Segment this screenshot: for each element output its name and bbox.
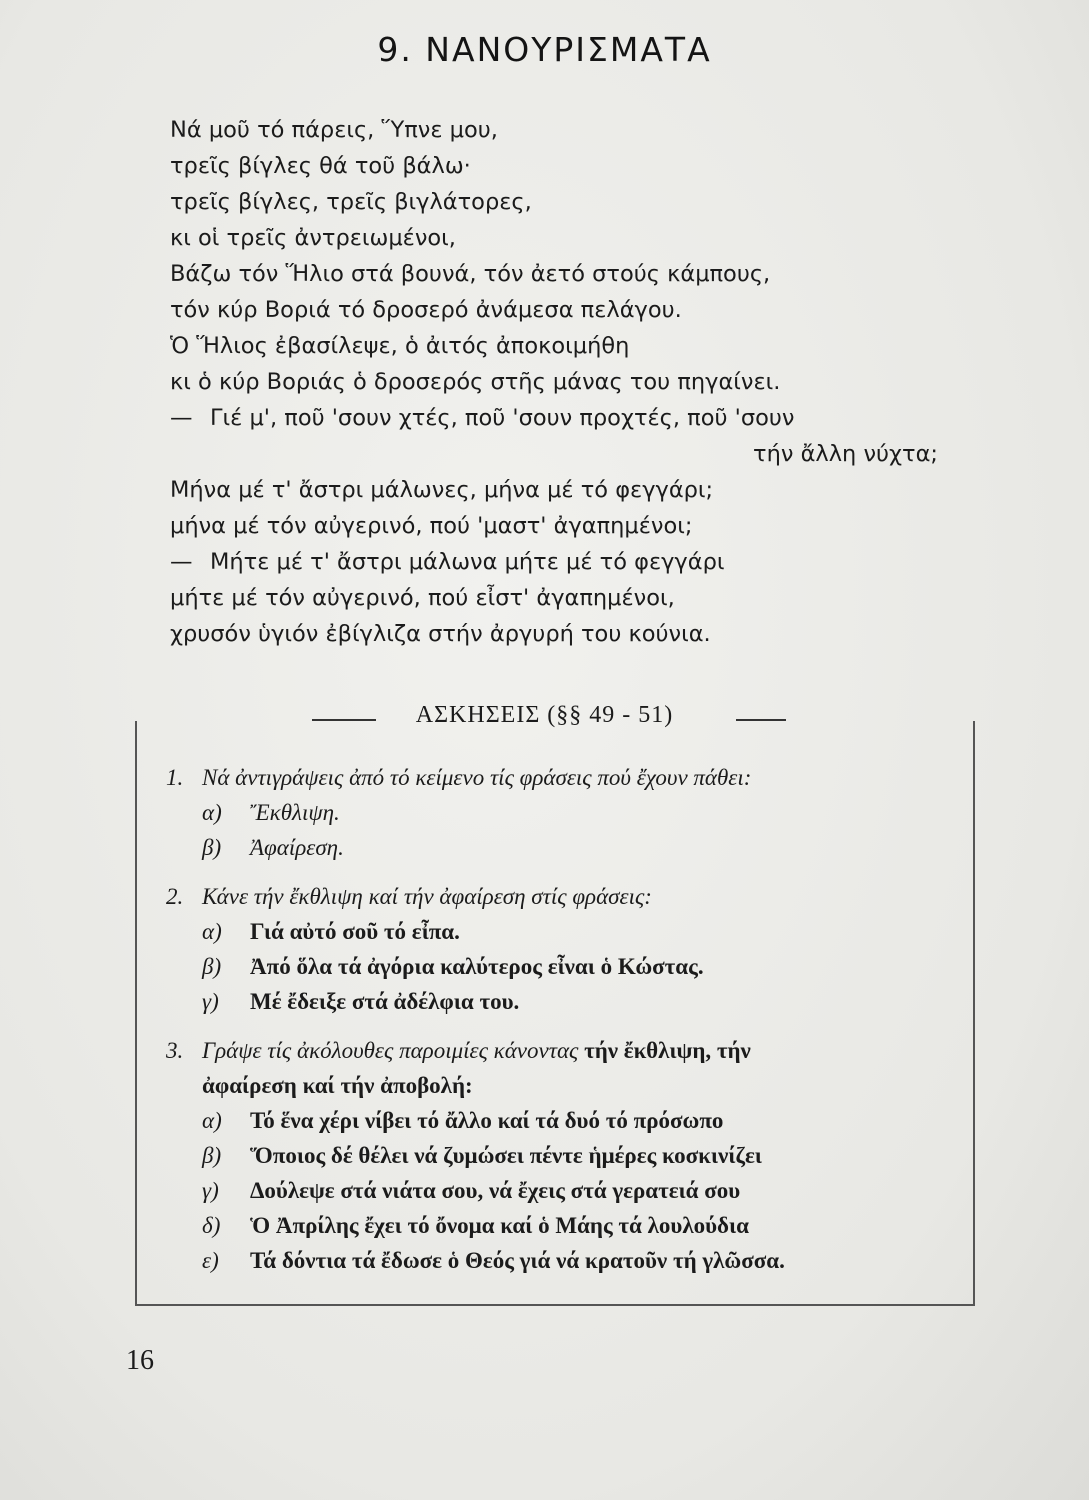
item-text: Ἔκθλιψη.	[250, 800, 340, 825]
exercise-2	[166, 879, 966, 914]
exercise-instruction-line2: ἀφαίρεση καί τήν ἀποβολή:	[202, 1073, 473, 1098]
item-label: β)	[202, 1143, 222, 1168]
item-text: Δούλεψε στά νιάτα σου, νά ἔχεις στά γερατειά σου	[250, 1178, 741, 1203]
item-text: Ἀπό ὅλα τά ἀγόρια καλύτερος εἶναι ὁ Κώστας.	[250, 954, 704, 979]
item-text: Ὅποιος δέ θέλει νά ζυμώσει πέντε ἡμέρες κοσκινίζει	[250, 1143, 762, 1168]
poem-line: Νά μοῦ τό πάρεις, Ὕπνε μου,	[170, 117, 498, 143]
exercise-item	[166, 830, 966, 865]
exercise-instruction: Γράψε τίς ἀκόλουθες παροιμίες κάνοντας	[202, 1038, 579, 1063]
item-text: Γιά αὐτό σοῦ τό εἶπα.	[250, 919, 460, 944]
poem-line: κι ὁ κύρ Βοριάς ὁ δροσερός στῆς μάνας του πηγαίνει.	[170, 369, 781, 395]
poem-line: τρεῖς βίγλες, τρεῖς βιγλάτορες,	[170, 189, 532, 215]
poem-line: μήνα μέ τόν αὐγερινό, πού 'μαστ' ἀγαπημένοι;	[170, 513, 693, 539]
item-label: β)	[202, 954, 222, 979]
exercise-number: 1.	[166, 765, 184, 790]
item-label: δ)	[202, 1213, 221, 1238]
poem-line-text: Μήτε μέ τ' ἄστρι μάλωνα μήτε μέ τό φεγγάρι	[210, 549, 725, 575]
exercise-instruction-cont	[166, 1068, 966, 1103]
page-number: 16	[126, 1345, 154, 1376]
item-label: β)	[202, 835, 222, 860]
exercises	[166, 760, 966, 1278]
exercise-item	[166, 914, 966, 949]
exercise-item	[166, 949, 966, 984]
poem-line: κι οἱ τρεῖς ἀντρειωμένοι,	[170, 225, 456, 251]
dialogue-dash: —	[170, 549, 193, 575]
exercise-item	[166, 1138, 966, 1173]
item-text: Μέ ἔδειξε στά ἀδέλφια του.	[250, 989, 520, 1014]
exercise-number: 3.	[166, 1038, 184, 1063]
poem-line: Ὁ Ἥλιος ἐβασίλεψε, ὁ ἀιτός ἀποκοιμήθη	[170, 333, 630, 359]
item-text: Τό ἕνα χέρι νίβει τό ἄλλο καί τά δυό τό πρόσωπο	[250, 1108, 724, 1133]
dialogue-dash: —	[170, 405, 193, 431]
item-label: ε)	[202, 1248, 219, 1273]
exercise-item	[166, 1173, 966, 1208]
poem-line: Βάζω τόν Ἥλιο στά βουνά, τόν ἀετό στούς κάμπους,	[170, 261, 771, 287]
poem-line: τόν κύρ Βοριά τό δροσερό ἀνάμεσα πελάγου.	[170, 297, 682, 323]
item-label: α)	[202, 919, 222, 944]
exercise-item	[166, 1208, 966, 1243]
item-label: γ)	[202, 1178, 219, 1203]
exercise-3	[166, 1033, 966, 1068]
exercises-header: ΑΣΚΗΣΕΙΣ (§§ 49 - 51)	[415, 702, 674, 728]
exercise-instruction-bold: τήν ἔκθλιψη, τήν	[584, 1038, 751, 1063]
item-text: Ὁ Ἀπρίλης ἔχει τό ὄνομα καί ὁ Μάης τά λουλούδια	[250, 1213, 749, 1238]
poem-line: χρυσόν ὑγιόν ἐβίγλιζα στήν ἀργυρή του κούνια.	[170, 621, 711, 647]
exercise-item	[166, 795, 966, 830]
poem-line: τρεῖς βίγλες θά τοῦ βάλω·	[170, 153, 471, 179]
exercise-1	[166, 760, 966, 795]
item-label: α)	[202, 1108, 222, 1133]
item-text: Ἀφαίρεση.	[250, 835, 344, 860]
poem-dialogue-line	[170, 400, 960, 436]
poem	[170, 112, 960, 652]
exercise-instruction: Νά ἀντιγράψεις ἀπό τό κείμενο τίς φράσεις πού ἔχουν πάθει:	[202, 765, 752, 790]
page-title: 9. ΝΑΝΟΥΡΙΣΜΑΤΑ	[377, 30, 712, 69]
item-label: γ)	[202, 989, 219, 1014]
poem-dialogue-line	[170, 544, 960, 580]
poem-line-text: Γιέ μ', ποῦ 'σουν χτές, ποῦ 'σουν προχτές, ποῦ 'σουν	[210, 405, 795, 431]
item-label: α)	[202, 800, 222, 825]
poem-line: Μήνα μέ τ' ἄστρι μάλωνες, μήνα μέ τό φεγγάρι;	[170, 477, 714, 503]
item-text: Τά δόντια τά ἔδωσε ὁ Θεός γιά νά κρατοῦν τή γλῶσσα.	[250, 1248, 785, 1273]
exercise-item	[166, 1103, 966, 1138]
poem-line: μήτε μέ τόν αὐγερινό, πού εἶστ' ἀγαπημένοι,	[170, 585, 675, 611]
exercise-instruction: Κάνε τήν ἔκθλιψη καί τήν ἀφαίρεση στίς φράσεις:	[202, 884, 652, 909]
exercise-number: 2.	[166, 884, 184, 909]
exercise-item	[166, 1243, 966, 1278]
exercise-item	[166, 984, 966, 1019]
poem-line-continuation: τήν ἄλλη νύχτα;	[753, 441, 938, 467]
